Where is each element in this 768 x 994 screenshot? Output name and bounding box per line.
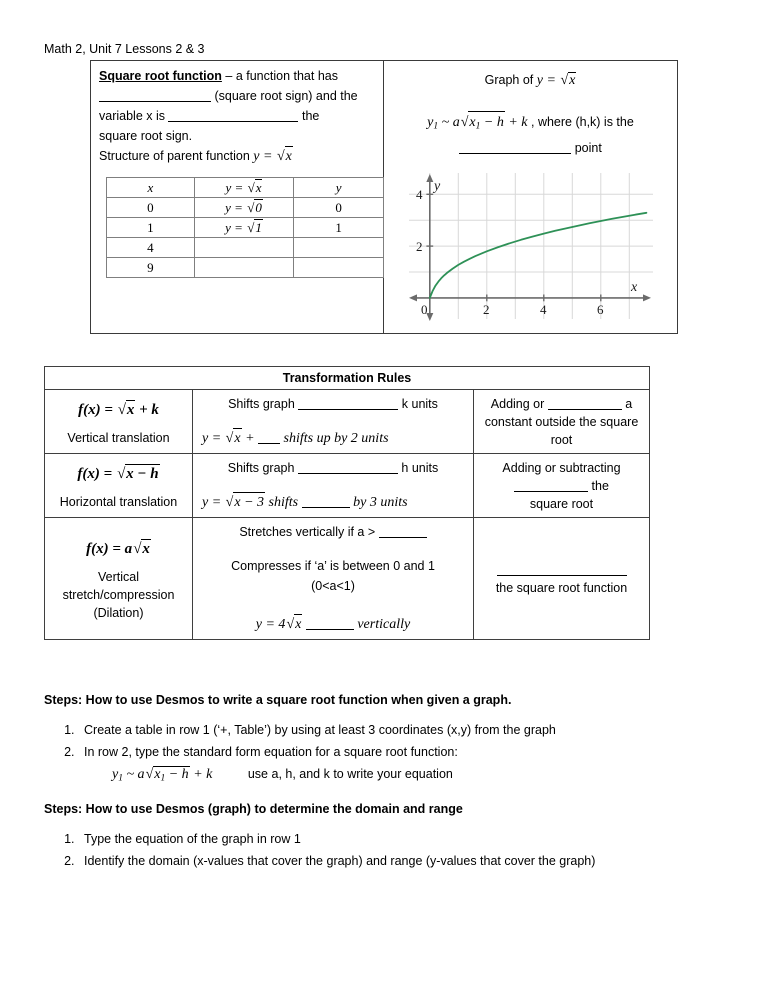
table-row [107,238,384,258]
list-item: 1. Create a table in row 1 (‘+, Table’) by using at least 3 coordinates (x,y) from the graph [78,719,718,741]
table-header-formula: y = √x [194,178,294,198]
cell-x-1: 1 [107,218,195,238]
desc-post-2: h units [401,461,439,475]
transform-name-vertical: Vertical translation [67,431,170,445]
transform-name-dilation-1: Vertical [98,570,139,584]
tick-label-y-2: 2 [415,238,422,254]
fill-blank-12[interactable] [497,575,627,576]
table-row [107,218,384,238]
cell-formula-1: y = √1 [194,218,294,238]
fill-blank-7[interactable] [298,473,398,474]
table-row [107,198,384,218]
fill-blank-5[interactable] [258,443,280,444]
list-item: 2. In row 2, type the standard form equation for a square root function: [78,741,718,763]
fill-blank-8[interactable] [302,507,350,508]
definition-part4: the [301,109,320,123]
example-equation-3: y = 4√x vertically [198,614,468,635]
list-item: 2. Identify the domain (x-values that cover the graph) and range (y-values that cover the graph) [78,850,718,872]
tick-label-x-2: 2 [482,301,489,317]
fill-blank-3[interactable] [459,153,571,154]
standard-form-tail: point [574,140,602,155]
formula-vertical: f(x) = √x + k [78,402,159,418]
definition-text [99,66,375,167]
list-item: 1. Type the equation of the graph in row 1 [78,828,718,850]
example-equation-1: y = √x + shifts up by 2 units [198,428,468,449]
transform-name-dilation-2: stretch/compression [62,588,175,602]
fill-blank-10[interactable] [379,537,427,538]
tick-label-y-4: 4 [415,186,422,202]
transform-name-dilation-3: (Dilation) [93,606,144,620]
tick-label-x-4: 4 [539,301,546,317]
transform-rule-cell-1: Adding or a constant outside the square root [474,390,650,454]
fill-blank-6[interactable] [548,409,622,410]
cell-formula-3[interactable] [194,258,294,278]
transform-table-header: Transformation Rules [45,367,650,390]
cell-y-0: 0 [294,198,384,218]
tick-label-x-6: 6 [596,301,603,317]
table-header-y: y [294,178,384,198]
definition-part1: – a function that has [225,69,338,83]
fill-blank-11[interactable] [306,629,354,630]
graph-caption: Graph of y = √x [484,73,576,88]
transform-name-horizontal: Horizontal translation [59,495,178,509]
transform-row-dilation [45,518,650,640]
standard-form-text: , where (h,k) is the [531,115,634,129]
definition-term: Square root function [99,69,222,83]
page-title: Math 2, Unit 7 Lessons 2 & 3 [44,42,205,56]
transform-row-vertical [45,390,650,454]
transform-desc-cell-2 [193,454,474,518]
transform-formula-cell-3 [45,518,193,640]
desc-pre-1: Shifts graph [228,397,295,411]
steps-domain-heading: Steps: How to use Desmos (graph) to determine the domain and range [44,802,463,816]
cell-x-3: 9 [107,258,195,278]
parent-function-equation: y = √x [253,149,293,164]
cell-x-2: 4 [107,238,195,258]
desc-post-1: k units [401,397,438,411]
example-equation-2: y = √x − 3 shifts by 3 units [198,492,468,513]
desc-pre-2: Shifts graph [227,461,295,475]
structure-label: Structure of parent function [99,149,250,163]
cell-y-1: 1 [294,218,384,238]
desc-compress-range: (0<a<1) [311,579,355,593]
steps-write-equation-line [112,766,453,784]
standard-form-equation-2: $y_1$ ~ $a√x_1 - h + k$ [112,767,213,784]
transform-rule-cell-2: Adding or subtracting the square root [474,454,650,518]
fill-blank-1[interactable] [99,101,211,102]
transform-formula-cell-2 [45,454,193,518]
value-table [106,177,384,278]
tick-label-origin: 0 [420,301,427,317]
transform-rule-cell-3 [474,518,650,640]
table-header-x: x [107,178,195,198]
rule-pre-2: Adding or subtracting [502,460,621,475]
cell-formula-2[interactable] [194,238,294,258]
definition-part3: variable x is [99,109,165,123]
transform-row-horizontal [45,454,650,518]
desc-compress: Compresses if ‘a’ is between 0 and 1 [231,559,435,573]
rule-post-3: the square root function [495,580,628,595]
steps-write-heading: Steps: How to use Desmos to write a square root function when given a graph. [44,693,512,707]
formula-dilation: f(x) = a√x [86,541,150,557]
definition-part5: square root sign. [99,129,193,143]
definition-box [90,60,678,334]
formula-horizontal: f(x) = √x − h [77,466,159,482]
sqrt-graph [407,171,655,326]
steps-write-list [44,719,718,763]
table-header-row [107,178,384,198]
standard-form-line [394,111,667,159]
transformation-rules-table [44,366,650,640]
definition-part2: (square root sign) and the [214,89,358,103]
transform-desc-cell-1 [193,390,474,454]
cell-x-0: 0 [107,198,195,218]
cell-formula-0: y = √0 [194,198,294,218]
desc-stretch: Stretches vertically if a > [239,525,376,539]
fill-blank-2[interactable] [168,121,298,122]
cell-y-2[interactable] [294,238,384,258]
y-axis-label: y [433,178,440,194]
rule-pre-1: Adding or [490,396,545,411]
x-axis-label: x [630,279,637,295]
equation-note: use a, h, and k to write your equation [247,767,453,781]
fill-blank-4[interactable] [298,409,398,410]
definition-left-panel [91,61,384,333]
graph-panel [384,61,677,333]
table-row [107,258,384,278]
transform-formula-cell-1 [45,390,193,454]
steps-domain-list [44,828,718,872]
fill-blank-9[interactable] [514,491,588,492]
transform-header-row [45,367,650,390]
standard-form-equation: $y_1$ ~ $a√x_1 - h + k$ [427,115,527,130]
transform-desc-cell-3 [193,518,474,640]
cell-y-3[interactable] [294,258,384,278]
graph-svg [407,171,655,321]
